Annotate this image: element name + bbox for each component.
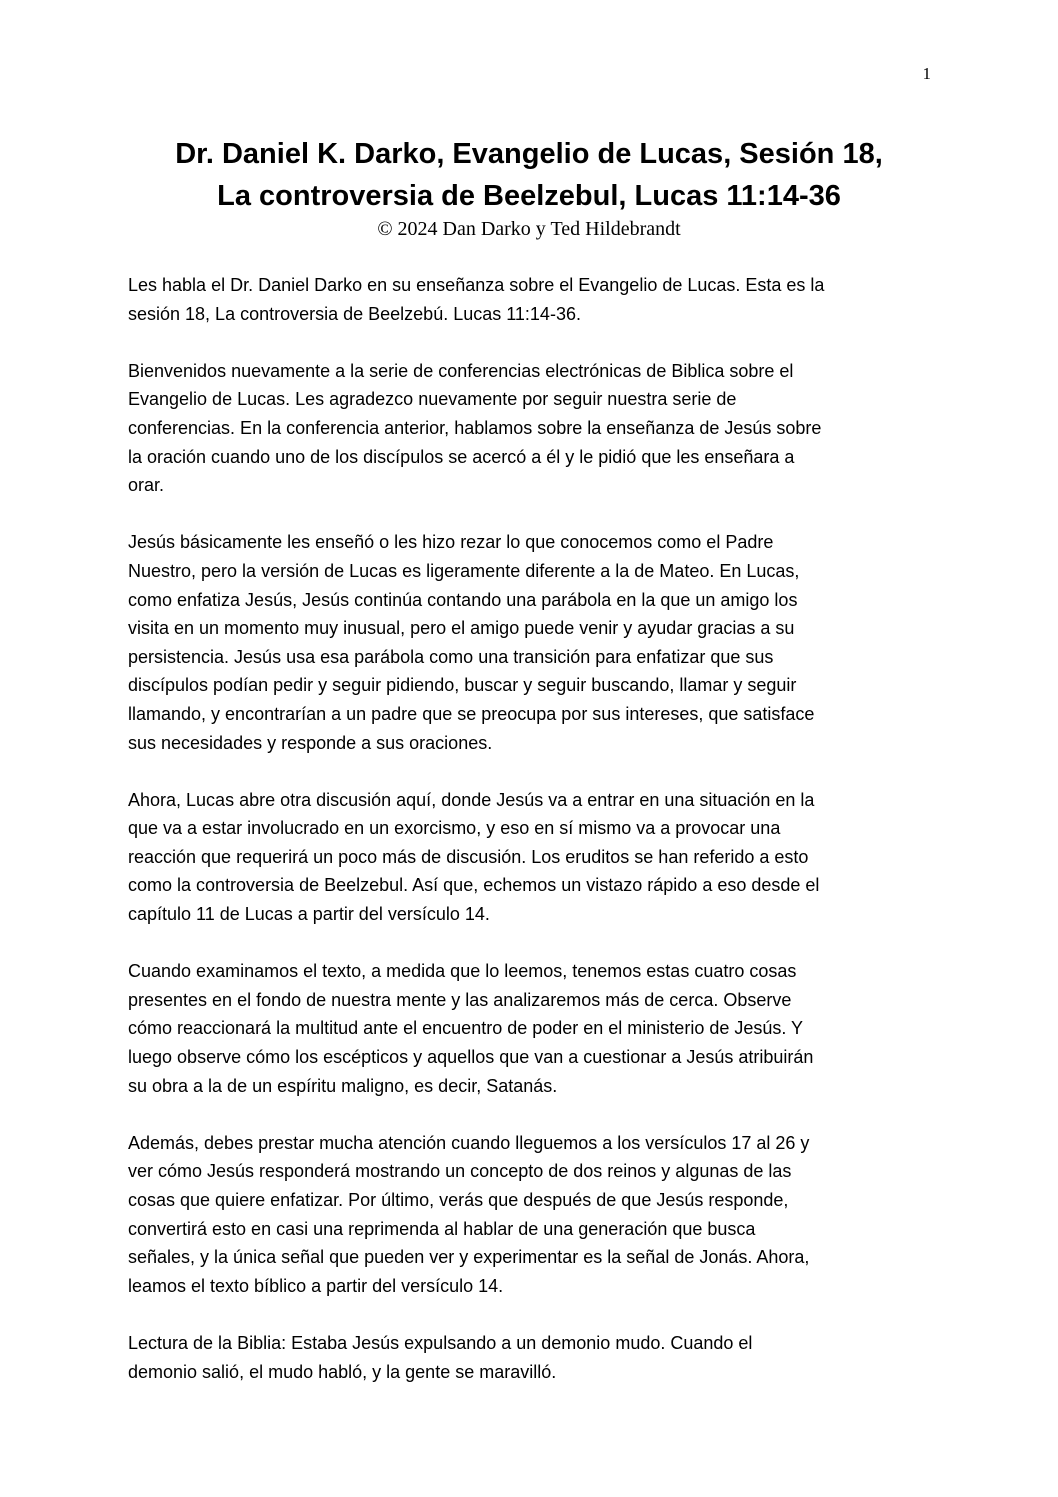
- document-title-line-2: La controversia de Beelzebul, Lucas 11:14-36: [217, 180, 841, 212]
- text-line: señales, y la única señal que pueden ver y experimentar es la señal de Jonás. Ahora,: [128, 1247, 810, 1268]
- text-line: llamando, y encontrarían a un padre que se preocupa por sus intereses, que satisface: [128, 703, 815, 724]
- text-line: conferencias. En la conferencia anterior, hablamos sobre la enseñanza de Jesús sobre: [128, 417, 822, 438]
- text-line: Evangelio de Lucas. Les agradezco nuevamente por seguir nuestra serie de: [128, 389, 737, 410]
- paragraph: [128, 528, 938, 757]
- document-header: [120, 133, 938, 241]
- text-line: luego observe cómo los escépticos y aquellos que van a cuestionar a Jesús atribuirán: [128, 1047, 814, 1068]
- text-line: cómo reaccionará la multitud ante el encuentro de poder en el ministerio de Jesús. Y: [128, 1018, 804, 1039]
- text-line: sesión 18, La controversia de Beelzebú. Lucas 11:14-36.: [128, 303, 581, 324]
- text-line: ver cómo Jesús responderá mostrando un concepto de dos reinos y algunas de las: [128, 1161, 792, 1182]
- paragraph: [128, 957, 938, 1100]
- text-line: capítulo 11 de Lucas a partir del versículo 14.: [128, 904, 490, 925]
- paragraph: [128, 271, 938, 328]
- copyright-notice: © 2024 Dan Darko y Ted Hildebrandt: [377, 218, 681, 240]
- text-line: sus necesidades y responde a sus oraciones.: [128, 732, 493, 753]
- document-body: [128, 271, 938, 1415]
- text-line: leamos el texto bíblico a partir del versículo 14.: [128, 1275, 504, 1296]
- text-line: Ahora, Lucas abre otra discusión aquí, donde Jesús va a entrar en una situación en la: [128, 789, 815, 810]
- text-line: como enfatiza Jesús, Jesús continúa contando una parábola en la que un amigo los: [128, 589, 798, 610]
- text-line: reacción que requerirá un poco más de discusión. Los eruditos se han referido a esto: [128, 846, 809, 867]
- text-line: como la controversia de Beelzebul. Así que, echemos un vistazo rápido a eso desde el: [128, 875, 820, 896]
- paragraph: [128, 1129, 938, 1301]
- text-line: Además, debes prestar mucha atención cuando lleguemos a los versículos 17 al 26 y: [128, 1132, 810, 1153]
- paragraph: [128, 1329, 938, 1386]
- text-line: presentes en el fondo de nuestra mente y las analizaremos más de cerca. Observe: [128, 989, 792, 1010]
- text-line: Bienvenidos nuevamente a la serie de conferencias electrónicas de Biblica sobre el: [128, 360, 794, 381]
- paragraph: [128, 786, 938, 929]
- paragraph: [128, 357, 938, 500]
- text-line: discípulos podían pedir y seguir pidiendo, buscar y seguir buscando, llamar y seguir: [128, 675, 797, 696]
- text-line: que va a estar involucrado en un exorcismo, y eso en sí mismo va a provocar una: [128, 818, 781, 839]
- text-line: la oración cuando uno de los discípulos se acercó a él y le pidió que les enseñara a: [128, 446, 795, 467]
- text-line: su obra a la de un espíritu maligno, es decir, Satanás.: [128, 1075, 558, 1096]
- text-line: demonio salió, el mudo habló, y la gente se maravilló.: [128, 1361, 557, 1382]
- text-line: Jesús básicamente les enseñó o les hizo rezar lo que conocemos como el Padre: [128, 532, 774, 553]
- text-line: Cuando examinamos el texto, a medida que lo leemos, tenemos estas cuatro cosas: [128, 961, 797, 982]
- document-title-line-1: Dr. Daniel K. Darko, Evangelio de Lucas, Sesión 18,: [175, 138, 883, 170]
- text-line: Les habla el Dr. Daniel Darko en su enseñanza sobre el Evangelio de Lucas. Esta es la: [128, 275, 825, 295]
- text-line: orar.: [128, 475, 165, 496]
- text-line: persistencia. Jesús usa esa parábola como una transición para enfatizar que sus: [128, 646, 774, 667]
- text-line: Lectura de la Biblia: Estaba Jesús expulsando a un demonio mudo. Cuando el: [128, 1332, 753, 1353]
- text-line: cosas que quiere enfatizar. Por último, verás que después de que Jesús responde,: [128, 1190, 789, 1210]
- text-line: Nuestro, pero la versión de Lucas es ligeramente diferente a la de Mateo. En Lucas,: [128, 560, 800, 581]
- text-line: convertirá esto en casi una reprimenda al hablar de una generación que busca: [128, 1218, 756, 1239]
- page-number: 1: [922, 64, 931, 83]
- text-line: visita en un momento muy inusual, pero el amigo puede venir y ayudar gracias a su: [128, 618, 795, 639]
